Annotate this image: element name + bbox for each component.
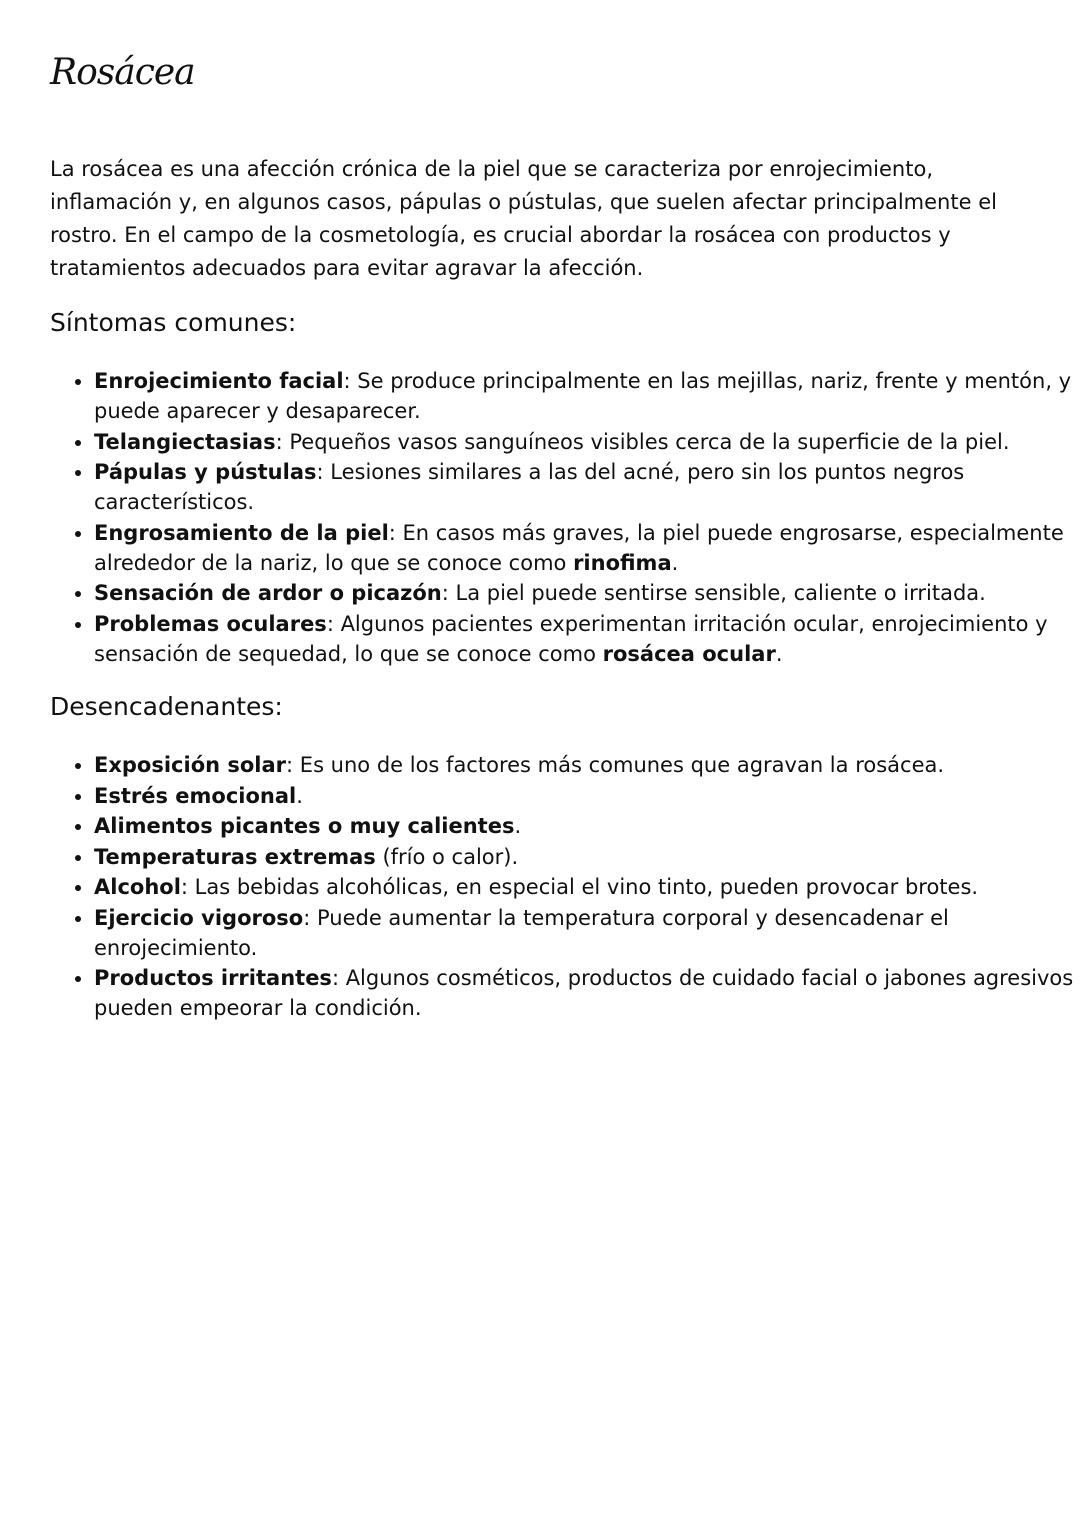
item-term: Engrosamiento de la piel [94,520,389,545]
item-term: Alcohol [94,875,181,899]
item-term-emphasis: rinofima [573,550,672,575]
item-term: Problemas oculares [94,611,327,636]
list-item [94,578,1080,608]
list-item [94,457,1080,517]
item-term: Enrojecimiento facial [94,369,344,393]
item-term: Sensación de ardor o picazón [94,581,442,605]
item-term: Telangiectasias [94,429,276,454]
item-text: : Algunos cosméticos, productos de cuidado facial o jabones agresivos pueden empeorar la condición. [94,966,1074,1020]
item-term: Alimentos picantes o muy calientes [94,814,515,838]
list-item [94,366,1080,426]
handwritten-title: Rosácea [50,52,195,93]
item-text: . [296,783,303,808]
symptoms-list [50,366,1080,669]
list-item [94,518,1080,578]
triggers-heading: Desencadenantes: [50,692,283,721]
list-item [94,842,1080,872]
item-term: Productos irritantes [94,966,332,990]
item-tail: . [775,641,783,666]
item-text: : Lesiones similares a las del acné, pero sin los puntos negros característicos. [94,460,965,514]
item-text: : Las bebidas alcohólicas, en especial el vino tinto, pueden provocar brotes. [180,875,979,899]
item-term-emphasis: rosácea ocular [602,641,776,666]
item-text: : Pequeños vasos sanguíneos visibles cerca de la superficie de la piel. [275,429,1010,454]
item-term: Temperaturas extremas [94,844,376,869]
list-item [94,872,1080,902]
list-item [94,963,1080,1023]
item-text: : Puede aumentar la temperatura corporal y desencadenar el enrojecimiento. [94,905,949,960]
item-text: (frío o calor). [375,844,519,869]
item-tail: . [671,550,679,575]
item-text: : En casos más graves, la piel puede engrosarse, especialmente alrededor de la nariz, lo que se conoce como [94,520,1064,575]
list-item [94,750,1080,780]
list-item [94,781,1080,811]
list-item [94,903,1080,963]
item-text: : La piel puede sentirse sensible, caliente o irritada. [441,581,986,605]
list-item [94,811,1080,841]
item-term: Estrés emocional [94,783,297,808]
item-text: : Es uno de los factores más comunes que agravan la rosácea. [286,753,945,777]
item-text: : Algunos pacientes experimentan irritación ocular, enrojecimiento y sensación de sequedad, lo que se conoce como [94,611,1048,666]
list-item [94,609,1080,669]
list-item [94,427,1080,457]
item-term: Exposición solar [94,753,287,777]
triggers-list [50,750,1080,1024]
intro-paragraph: La rosácea es una afección crónica de la piel que se caracteriza por enrojecimiento, inflamación y, en algunos casos, pápulas o pústulas, que suelen afectar principalmente el rostro. En el campo de la cosmetología, es crucial abordar la rosácea con productos y tratamientos adecuados para evitar agravar la afección. [50,157,997,280]
item-term: Ejercicio vigoroso [94,905,304,930]
item-text: : Se produce principalmente en las mejillas, nariz, frente y mentón, y puede aparecer y desaparecer. [94,369,1072,423]
symptoms-heading: Síntomas comunes: [50,308,297,337]
item-text: . [514,814,522,838]
item-term: Pápulas y pústulas [94,460,317,484]
